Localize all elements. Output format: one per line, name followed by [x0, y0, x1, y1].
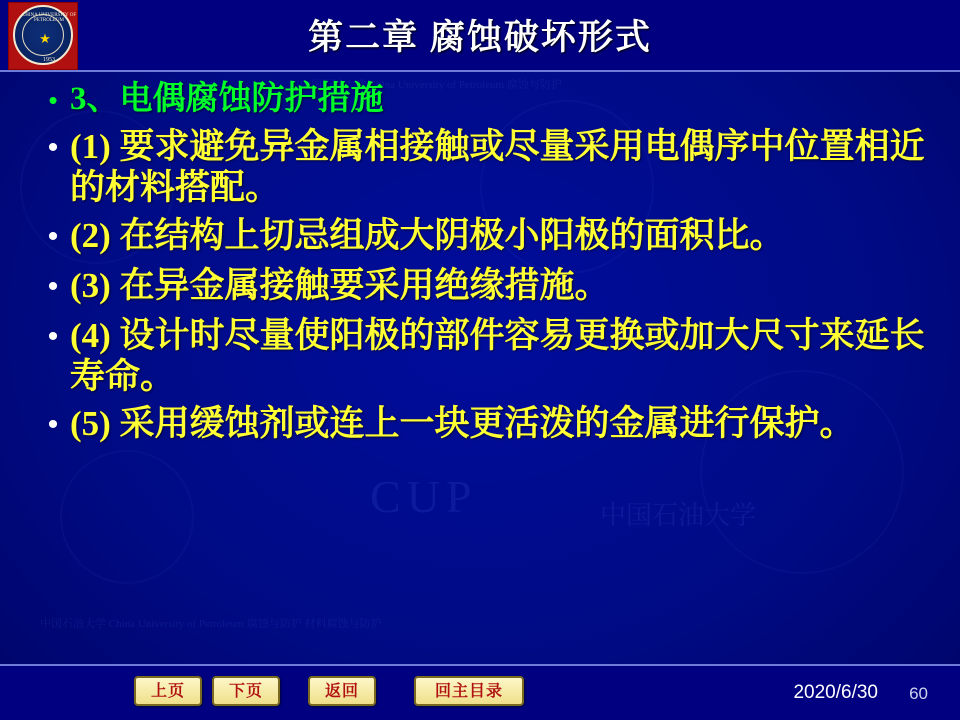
- list-item: [36, 265, 928, 309]
- bullet-icon: •: [47, 131, 59, 164]
- list-item-text: (2) 在结构上切忌组成大阴极小阳极的面积比。: [70, 215, 785, 255]
- list-item: [36, 80, 928, 120]
- slide-content: [36, 80, 928, 453]
- star-icon: ★: [39, 31, 51, 46]
- footer-date: 2020/6/30: [793, 682, 878, 703]
- list-item-text: (4) 设计时尽量使阳极的部件容易更换或加大尺寸来延长寿命。: [70, 315, 925, 396]
- watermark-line-bottom: 中国石油大学 China University of Petroleum 腐蚀与防护 材料腐蚀与防护: [40, 618, 382, 630]
- list-item-text: (1) 要求避免异金属相接触或尽量采用电偶序中位置相近的材料搭配。: [70, 127, 925, 208]
- bullet-icon: •: [47, 319, 59, 353]
- list-item-text: 3、电偶腐蚀防护措施: [70, 81, 384, 117]
- watermark-ring: [60, 450, 194, 584]
- watermark-big-text-1: 中国石油大学: [600, 501, 757, 530]
- next-page-button[interactable]: 下页: [212, 676, 280, 706]
- list-item-text: (5) 采用缓蚀剂或连上一块更活泼的金属进行保护。: [70, 404, 855, 444]
- page-title: 第二章 腐蚀破坏形式: [308, 18, 652, 57]
- list-item: [36, 215, 928, 259]
- list-item: [36, 126, 928, 209]
- slide-footer: [0, 664, 960, 720]
- prev-page-button[interactable]: 上页: [134, 676, 202, 706]
- bullet-icon: •: [47, 408, 59, 442]
- list-item: [36, 403, 928, 447]
- logo-seal-top-text: CHINA UNIVERSITY OF PETROLEUM: [21, 13, 77, 23]
- logo-seal-bottom-text: 1953: [43, 57, 55, 63]
- list-item-text: (3) 在异金属接触要采用绝缘措施。: [70, 265, 610, 305]
- page-number: 60: [909, 684, 928, 703]
- bullet-icon: •: [47, 219, 59, 253]
- return-button[interactable]: 返回: [308, 676, 376, 706]
- bullet-icon: •: [47, 269, 59, 303]
- slide-header: [0, 0, 960, 72]
- main-menu-button[interactable]: 回主目录: [414, 676, 524, 706]
- watermark-big-text-2: CUP: [370, 471, 478, 522]
- bullet-icon: •: [48, 85, 58, 115]
- watermark-line-top: 中国石油大学 China University of Petroleum 腐蚀与防护: [300, 79, 562, 91]
- list-item: [36, 315, 928, 398]
